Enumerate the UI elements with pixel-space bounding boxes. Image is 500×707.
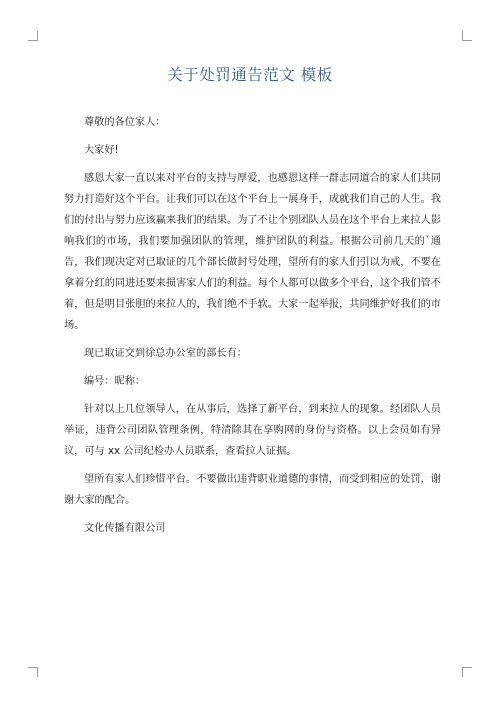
greeting: 大家好! [84,145,119,156]
page-corner-mark-bottom-left [28,667,38,677]
body-paragraph-id-nickname: 编号：昵称： [84,376,146,387]
page-corner-mark-top-left [28,31,38,41]
signature-company: 文化传播有限公司 [84,523,166,534]
page-corner-mark-top-right [462,31,472,41]
page-corner-mark-bottom-right [462,667,472,677]
salutation: 尊敬的各位家人： [84,117,166,128]
body-paragraph-closing: 望所有家人们珍惜平台。不要做出违背职业道德的事情，而受到相应的处罚，谢谢大家的配合。 [64,474,441,506]
document-title: 关于处罚通告范文 模板 [167,66,333,84]
document-body [64,112,441,546]
body-paragraph-penalty: 针对以上几位领导人，在从事后，选择了新平台，到来拉人的现象。经团队人员举证，违背公司团队管理条例，特清除其在享购网的身份与资格。以上会员如有异议，可与 xx 公司纪检办人员联系，查看拉人证据。 [64,404,441,457]
body-paragraph-evidence: 现已取证交到徐总办公室的部长有： [84,348,247,359]
body-paragraph-intro: 感恩大家一直以来对平台的支持与厚爱，也感恩这样一群志同道合的家人们共同努力打造好这个平台。让我们可以在这个平台上一展身手，成就我们自己的人生。我们的付出与努力应该赢来我们的结果。为了不让个别团队人员在这个平台上来拉人影响我们的市场，我们要加强团队的管理，维护团队的利益。根据公司前几天的`通告，我们现决定对已取证的几个部长做封号处理，望所有的家人们引以为戒，不要在拿着分红的同进还要来损害家人们的利益。每个人都可以做多个平台，这个我们管不着，但是明目张胆的来拉人的，我们绝不手软。大家一起举报，共同维护好我们的市场。 [64,173,441,331]
